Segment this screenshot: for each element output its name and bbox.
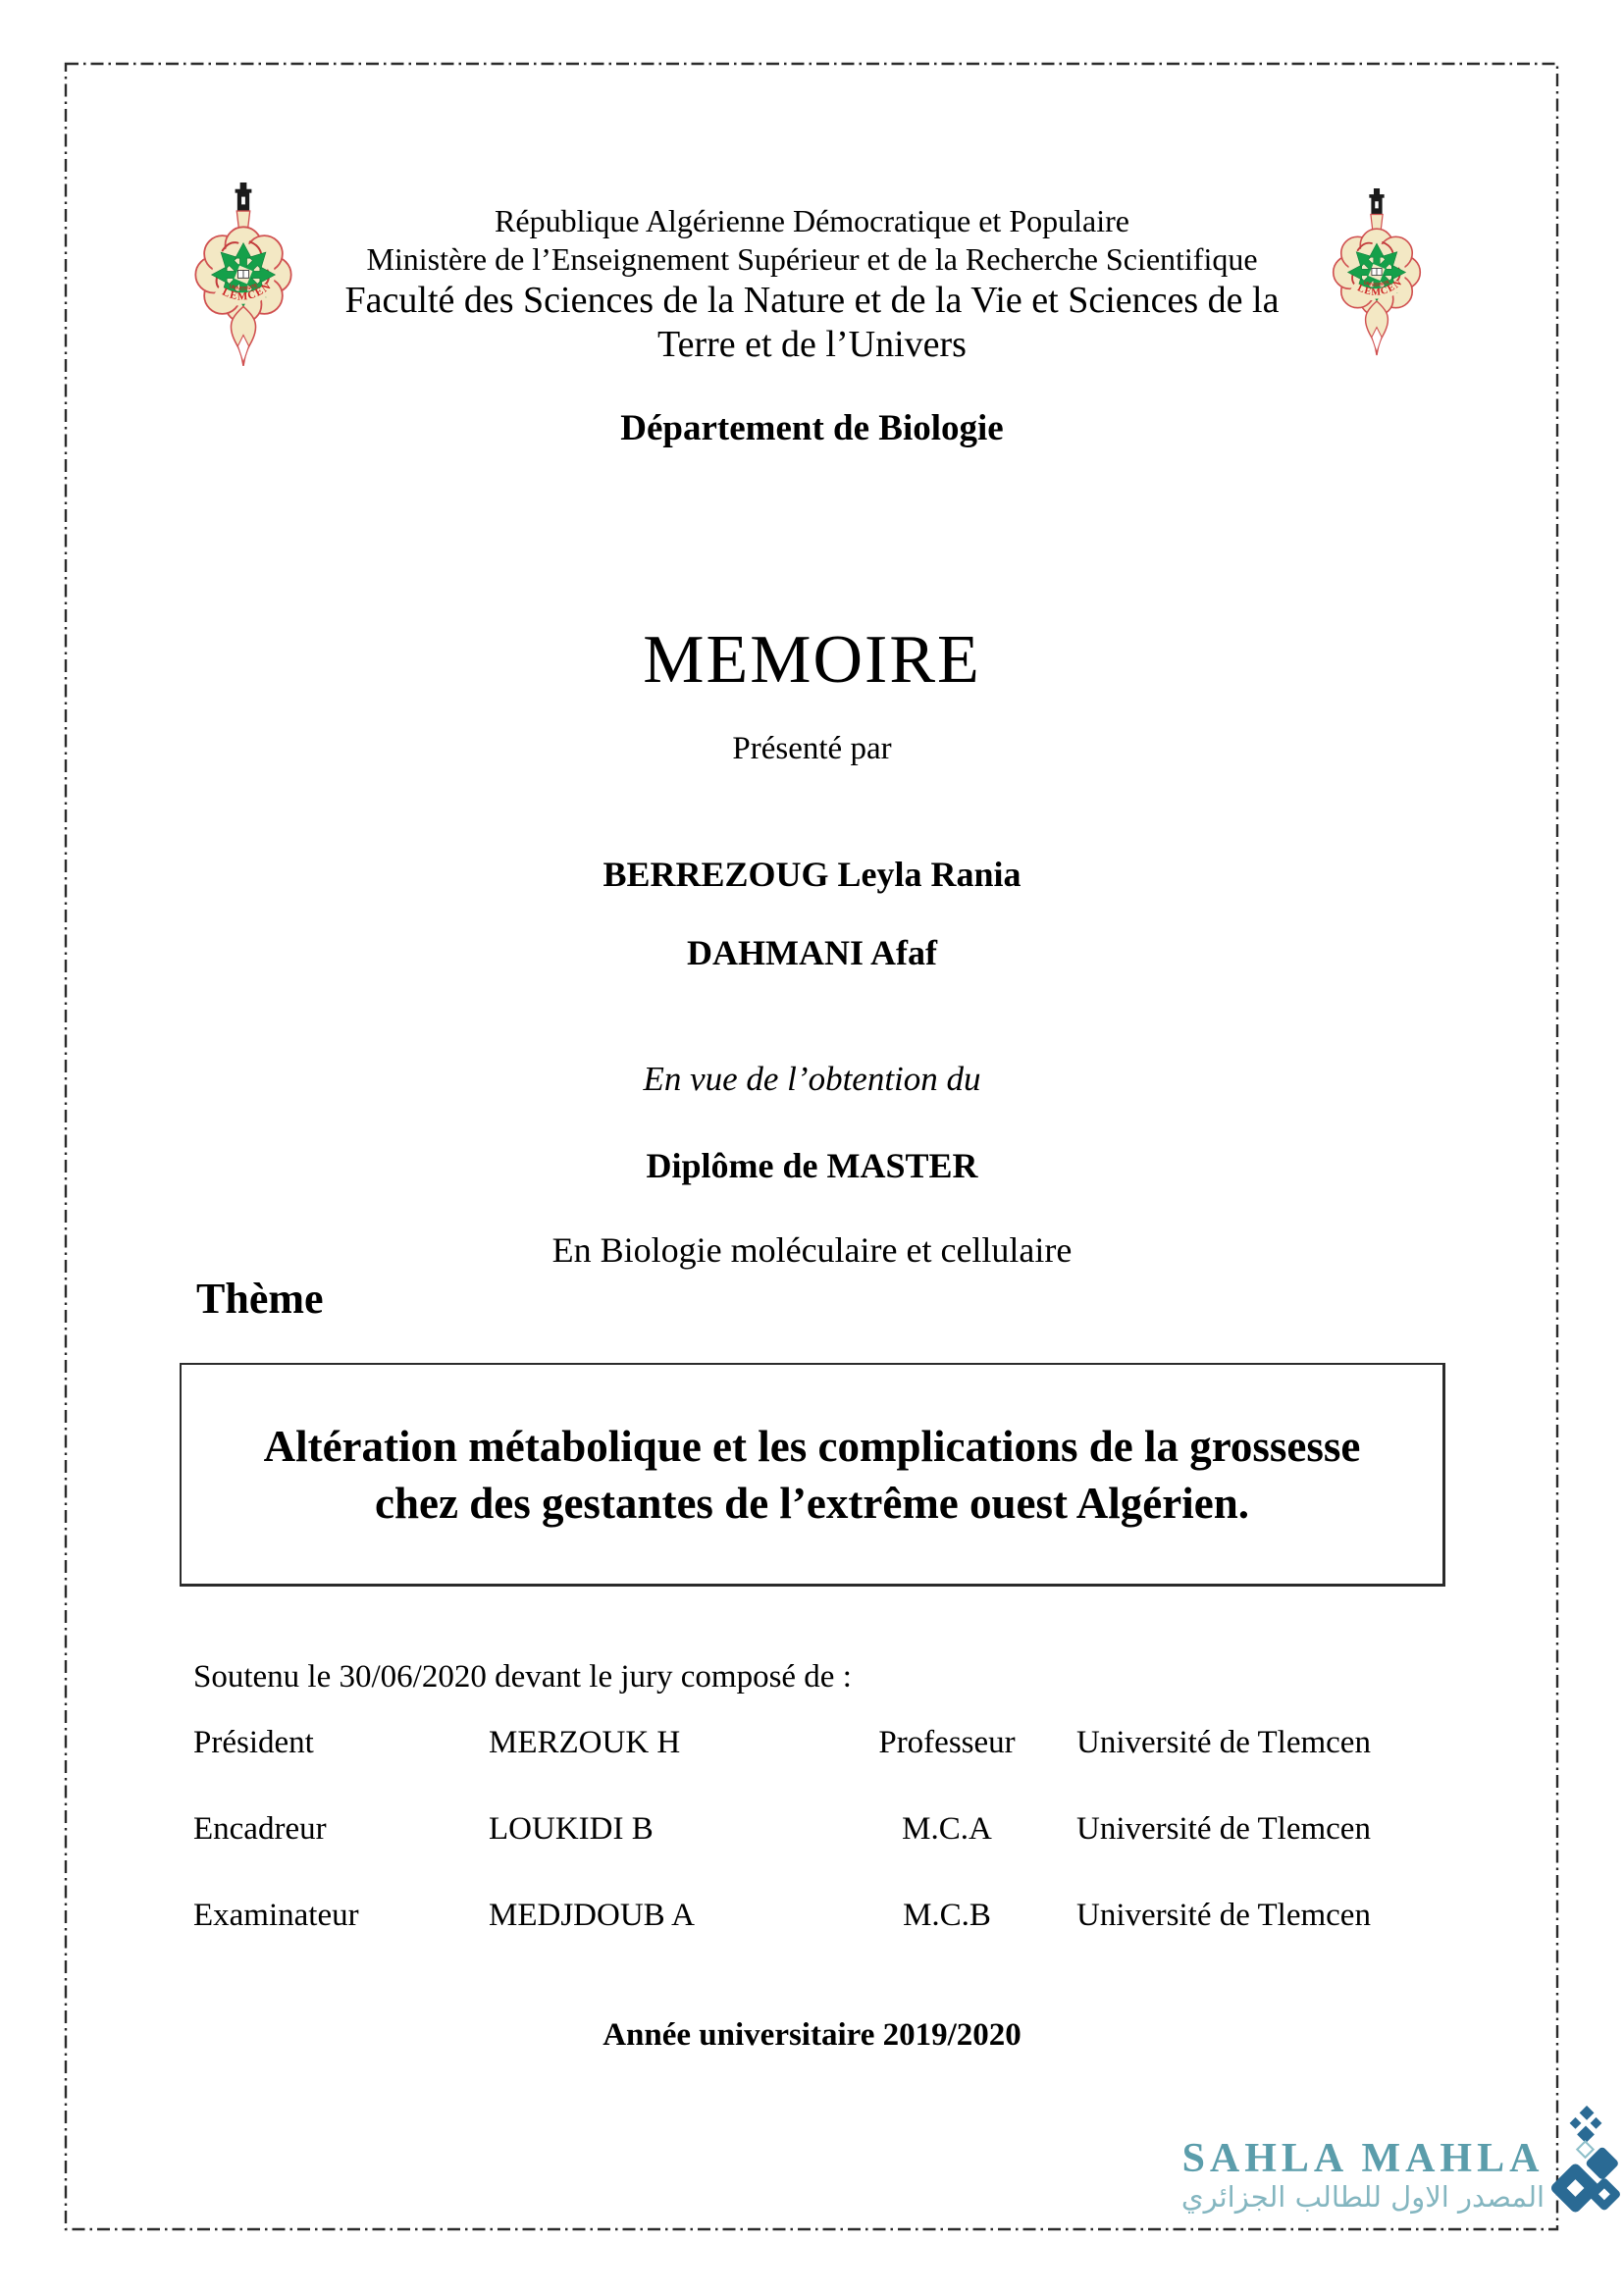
document-type-title: MEMOIRE xyxy=(643,622,981,698)
header-line-faculty: Faculté des Sciences de la Nature et de la Vie et Sciences de la xyxy=(344,280,1280,321)
thesis-title-line-1: Altération métabolique et les complications de la grossesse xyxy=(263,1421,1361,1471)
purpose-line: En vue de l’obtention du xyxy=(643,1060,981,1098)
jury-member-name: MEDJDOUB A xyxy=(489,1898,695,1933)
jury-role: Encadreur xyxy=(193,1811,327,1847)
jury-member-name: LOUKIDI B xyxy=(489,1811,654,1847)
jury-grade: Professeur xyxy=(878,1725,1016,1760)
presented-by-label: Présenté par xyxy=(732,731,892,766)
speciality-line: En Biologie moléculaire et cellulaire xyxy=(551,1230,1073,1270)
theme-label: Thème xyxy=(196,1275,324,1323)
academic-year: Année universitaire 2019/2020 xyxy=(602,2017,1022,2053)
jury-role: Examinateur xyxy=(193,1898,359,1933)
jury-grade: M.C.B xyxy=(903,1898,991,1933)
jury-role: Président xyxy=(193,1725,314,1760)
diploma-line: Diplôme de MASTER xyxy=(646,1146,978,1185)
thesis-title xyxy=(182,1418,1442,1532)
thesis-title-box xyxy=(180,1363,1445,1587)
jury-intro: Soutenu le 30/06/2020 devant le jury composé de : xyxy=(193,1659,852,1695)
watermark-tagline-arabic: المصدر الاول للطالب الجزائري xyxy=(1180,2180,1545,2214)
header-line-republic: République Algérienne Démocratique et Populaire xyxy=(495,203,1129,238)
jury-row-examinateur xyxy=(0,1898,1624,1939)
author-name-2: DAHMANI Afaf xyxy=(687,933,937,972)
thesis-title-line-2: chez des gestantes de l’extrême ouest Algérien. xyxy=(375,1478,1249,1528)
jury-affiliation: Université de Tlemcen xyxy=(1076,1725,1371,1760)
jury-row-president xyxy=(0,1725,1624,1766)
author-name-1: BERREZOUG Leyla Rania xyxy=(602,855,1022,894)
jury-row-encadreur xyxy=(0,1811,1624,1852)
header-line-faculty-2: Terre et de l’Univers xyxy=(657,324,967,365)
watermark-brand-text: SAHLA MAHLA xyxy=(1181,2136,1545,2181)
department-title: Département de Biologie xyxy=(620,408,1004,448)
jury-grade: M.C.A xyxy=(902,1811,992,1847)
sahla-mahla-logo-icon xyxy=(1545,2106,1624,2229)
header-line-ministry: Ministère de l’Enseignement Supérieur et de la Recherche Scientifique xyxy=(366,241,1258,277)
jury-affiliation: Université de Tlemcen xyxy=(1076,1811,1371,1847)
jury-member-name: MERZOUK H xyxy=(489,1725,681,1760)
jury-affiliation: Université de Tlemcen xyxy=(1076,1898,1371,1933)
page-header xyxy=(0,202,1624,367)
